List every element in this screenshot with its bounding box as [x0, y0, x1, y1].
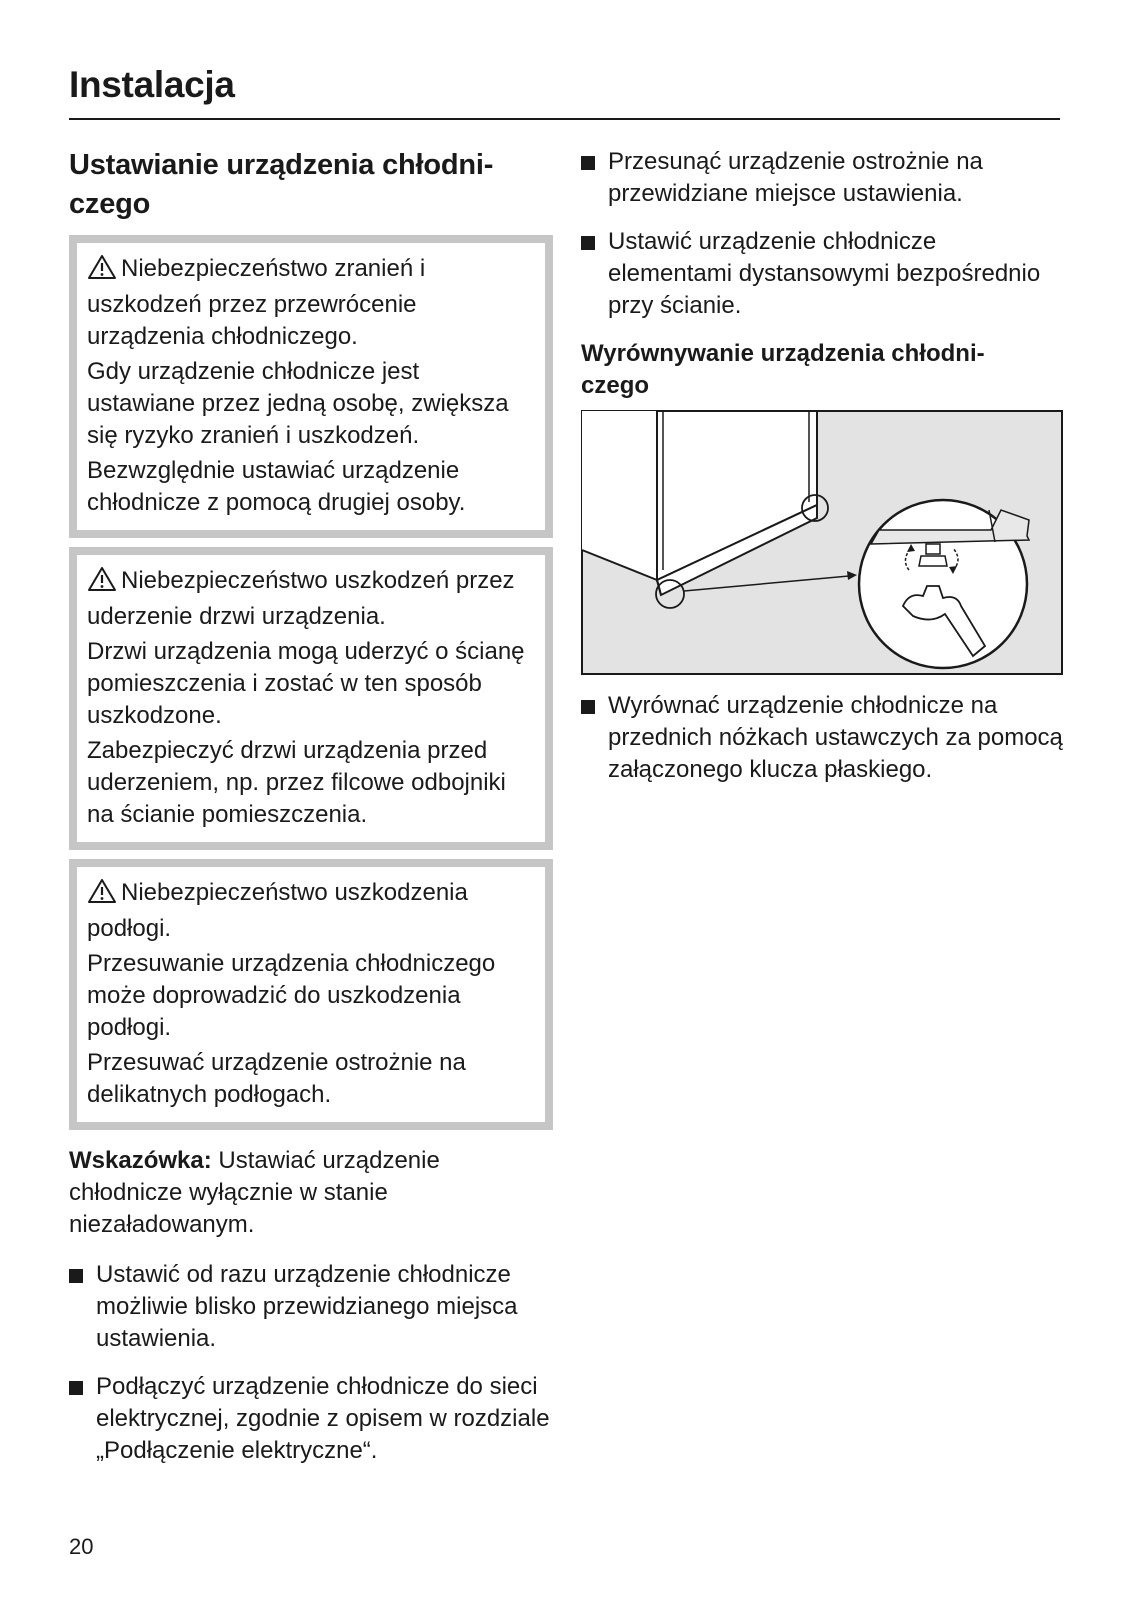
left-column [69, 146, 553, 1483]
leveling-illustration [581, 410, 1063, 675]
warning-paragraph: Gdy urządzenie chłodnicze jest ustawiane przez jedną osobę, zwiększa się ryzyko zranień i uszkodzeń. [87, 358, 509, 449]
list-item: Przesunąć urządzenie ostrożnie na przewidziane miejsce ustawienia. [581, 146, 1063, 210]
warning-title: Niebezpieczeństwo zranień i uszkodzeń przez przewrócenie urządzenia chłodniczego. [87, 255, 426, 350]
right-bullet-list-bottom [581, 690, 1063, 786]
warning-title: Niebezpieczeństwo uszkodzenia podłogi. [87, 879, 468, 942]
right-bullet-list-top [581, 146, 1063, 322]
warning-paragraph: Zabezpieczyć drzwi urządzenia przed uderzeniem, np. przez filcowe odbojniki na ścianie pomieszczenia. [87, 737, 506, 828]
warning-box-tipping [69, 235, 553, 538]
section-heading: Ustawianie urządzenia chłodni- czego [69, 149, 494, 220]
warning-box-door [69, 547, 553, 850]
warning-triangle-icon [87, 566, 117, 601]
note-label: Wskazówka: [69, 1147, 212, 1174]
page-number: 20 [69, 1534, 94, 1559]
note-text: Ustawiać urządzenie chłodnicze wyłącznie w stanie niezaładowanym. [69, 1147, 440, 1238]
warning-triangle-icon [87, 254, 117, 289]
warning-triangle-icon [87, 878, 117, 913]
warning-box-floor [69, 859, 553, 1130]
list-item: Ustawić urządzenie chłodnicze elementami dystansowymi bezpośrednio przy ścianie. [581, 226, 1063, 322]
square-bullet-icon [581, 236, 595, 250]
title-divider [69, 118, 1060, 120]
right-column [581, 146, 1063, 802]
list-item: Podłączyć urządzenie chłodnicze do sieci elektrycznej, zgodnie z opisem w rozdziale „Podłączenie elektryczne“. [69, 1371, 553, 1467]
square-bullet-icon [581, 156, 595, 170]
note-paragraph [69, 1145, 553, 1241]
list-item: Wyrównać urządzenie chłodnicze na przednich nóżkach ustawczych za pomocą załączonego klucza płaskiego. [581, 690, 1063, 786]
page-title: Instalacja [69, 64, 235, 105]
subsection-heading: Wyrównywanie urządzenia chłodni- czego [581, 340, 985, 399]
left-bullet-list [69, 1259, 553, 1467]
warning-title: Niebezpieczeństwo uszkodzeń przez uderzenie drzwi urządzenia. [87, 567, 515, 630]
warning-paragraph: Drzwi urządzenia mogą uderzyć o ścianę pomieszczenia i zostać w ten sposób uszkodzone. [87, 638, 525, 729]
square-bullet-icon [69, 1381, 83, 1395]
warning-paragraph: Przesuwać urządzenie ostrożnie na delikatnych podłogach. [87, 1049, 466, 1108]
list-item: Ustawić od razu urządzenie chłodnicze możliwie blisko przewidzianego miejsca ustawienia. [69, 1259, 553, 1355]
square-bullet-icon [581, 700, 595, 714]
warning-paragraph: Bezwzględnie ustawiać urządzenie chłodnicze z pomocą drugiej osoby. [87, 457, 466, 516]
warning-paragraph: Przesuwanie urządzenia chłodniczego może doprowadzić do uszkodzenia podłogi. [87, 950, 496, 1041]
square-bullet-icon [69, 1269, 83, 1283]
